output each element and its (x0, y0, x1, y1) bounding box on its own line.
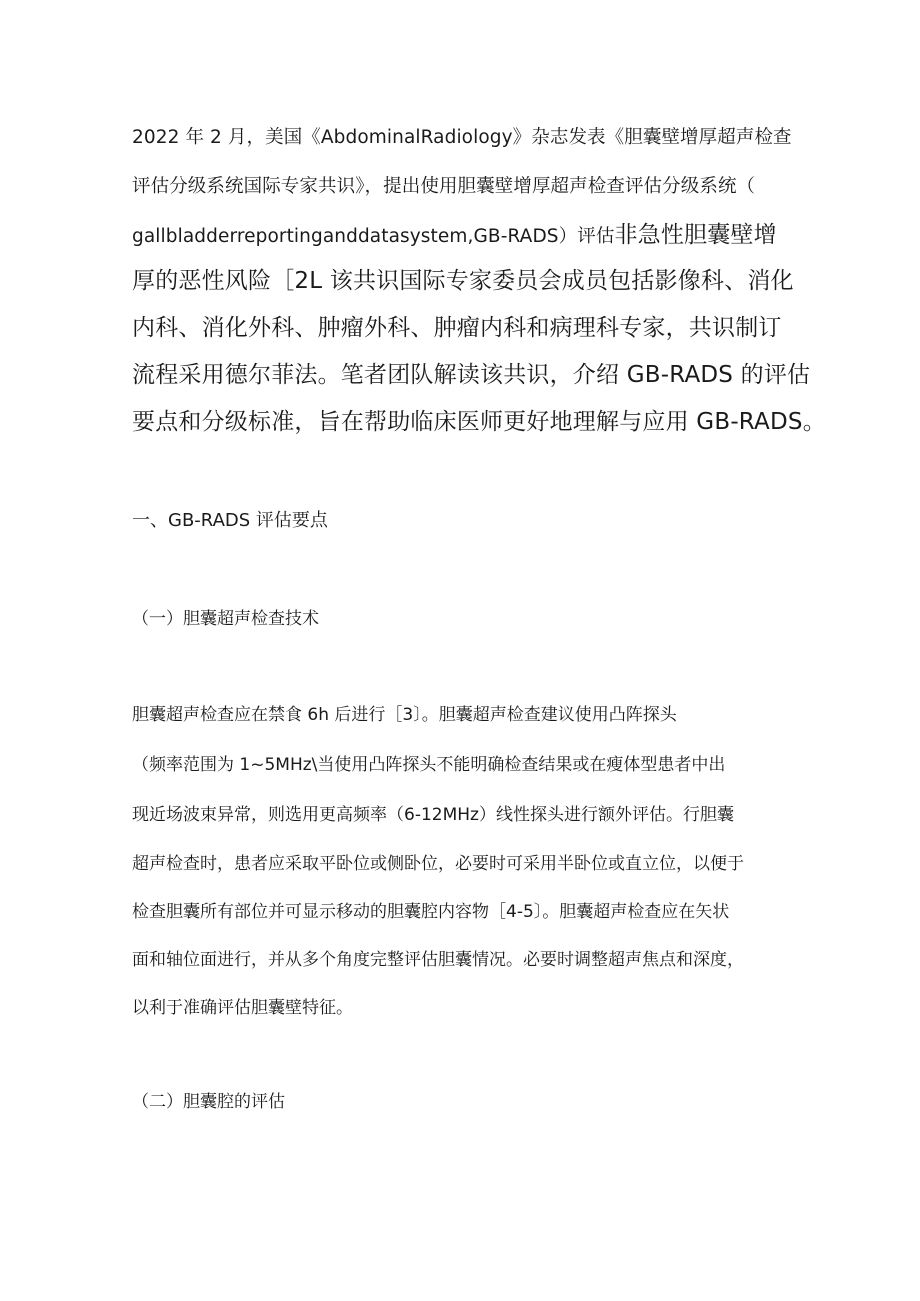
intro-line-3 (132, 216, 777, 249)
body-line-1: 胆囊超声检查应在禁食 6h 后进行［3〕。胆囊超声检查建议使用凸阵探头 (132, 705, 677, 725)
subsection-1-heading: （一）胆囊超声检查技术 (132, 609, 319, 629)
body-line-2: （频率范围为 1~5MHz\当使用凸阵探头不能明确检查结果或在瘦体型患者中出 (132, 755, 726, 775)
body-line-5: 检查胆囊所有部位并可显示移动的胆囊腔内容物［4-5〕。胆囊超声检查应在矢状 (132, 902, 730, 922)
intro-line-3-large: 非急性胆囊壁增 (614, 222, 777, 248)
body-line-7: 以利于准确评估胆囊壁特征。 (132, 998, 353, 1018)
intro-line-2: 评估分级系统国际专家共识》，提出使用胆囊壁增厚超声检查评估分级系统（ (132, 176, 756, 197)
intro-line-6: 流程采用德尔菲法。笔者团队解读该共识，介绍 GB-RADS 的评估 (132, 362, 811, 388)
intro-line-3-small: gallbladderreportinganddatasystem,GB-RADS）评估 (132, 226, 615, 247)
section-1-heading: 一、GB-RADS 评估要点 (132, 510, 328, 531)
body-line-4: 超声检查时，患者应采取平卧位或侧卧位，必要时可采用半卧位或直立位，以便于 (132, 854, 744, 874)
intro-line-1: 2022 年 2 月，美国《AbdominalRadiology》杂志发表《胆囊壁增厚超声检查 (132, 127, 792, 148)
intro-line-5: 内科、消化外科、肿瘤外科、肿瘤内科和病理科专家，共识制订 (132, 315, 782, 341)
subsection-2-heading: （二）胆囊腔的评估 (132, 1092, 285, 1112)
intro-line-7: 要点和分级标准，旨在帮助临床医师更好地理解与应用 GB-RADS。 (132, 409, 826, 435)
intro-line-4: 厚的恶性风险［2L 该共识国际专家委员会成员包括影像科、消化 (132, 268, 794, 294)
body-line-3: 现近场波束异常，则选用更高频率（6-12MHz）线性探头进行额外评估。行胆囊 (132, 805, 734, 825)
body-line-6: 面和轴位面进行，并从多个角度完整评估胆囊情况。必要时调整超声焦点和深度， (132, 950, 744, 970)
